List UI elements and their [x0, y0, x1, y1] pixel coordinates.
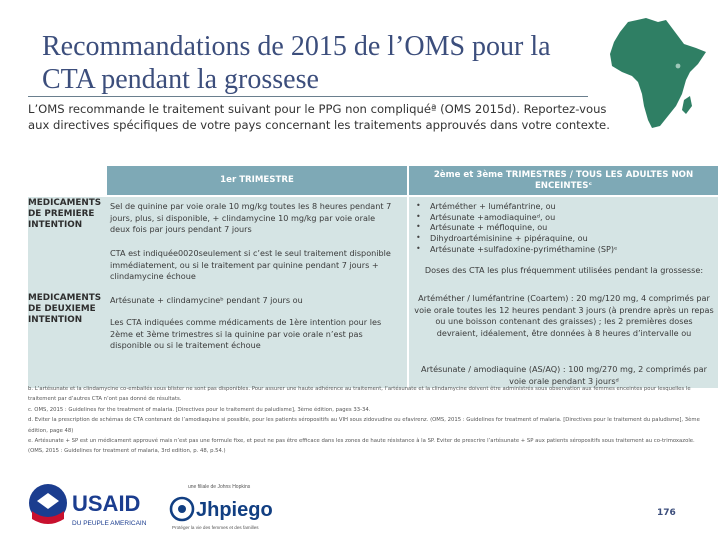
africa-map-icon [606, 14, 712, 132]
usaid-tagline: DU PEUPLE AMERICAIN [72, 520, 147, 527]
footnote-c: c. OMS, 2015 : Guidelines for the treatment of malaria. [Directives pour le traitement du paludisme], 3ème édition, pages 33-34. [28, 406, 371, 413]
title-divider [28, 96, 588, 97]
jhpiego-wordmark: Jhpiego [196, 499, 273, 521]
dose-coartem-text: Artéméther / luméfantrine (Coartem) : 20 mg/120 mg, 4 comprimés par voie orale toutes les 12 heures pendant 3 jours (à prendre après un repas ou une boisson contenant des graisses) ; les 2 premières doses devraient, idéalement, être données à 8 heures d’intervalle ou [414, 293, 714, 339]
footnote-e: e. Artésunate + SP est un médicament approuvé mais n’est pas une formule fixe, et peut ne pas être efficace dans les zones de haute résistance à la SP. Eviter de prescrire l’artésunate + SP aux patients séropositifs sous traitement au co-trimoxazole. (OMS, 2015 : Guidelines for treatment of malaria, 3rd edition, p. 48, p.54.) [28, 438, 695, 455]
page-number: 176 [657, 508, 676, 518]
header-second-third-trimester: 2ème et 3ème TRIMESTRES / TOUS LES ADULTES NON ENCEINTESᶜ [409, 166, 718, 195]
usaid-logo [28, 481, 152, 531]
list-item: • Artésunate +sulfadoxine-pyriméthamine (SP)ᵉ [414, 244, 714, 255]
usaid-wordmark: USAID [72, 491, 141, 516]
second-line-artesunate-text: Artésunate + clindamycineᵇ pendant 7 jours ou [110, 295, 303, 305]
jhpiego-tagline: Protéger la vie des femmes et des familles [172, 525, 259, 530]
footnote-b: b. L’artésunate et la clindamycine co-emballés sous blister ne sont pas disponibles. Pour assurer une haute adhérence au traitement, l’artésunate et la clindamycine doivent être administrés sous observation aux femmes enceintes pour lesquelles le traitement par d’autres CTA n’ont pas donné de résultats. [28, 386, 691, 403]
footnotes [28, 384, 712, 457]
footnote-d: d. Eviter la prescription de schémas de CTA contenant de l’amodiaquine si possible, pour les patients séropositifs au VIH sous zidovudine ou efavirenz. (OMS, 2015 : Guidelines for treatment of malaria. [Directives pour le traitement du paludisme], 3ème édition, page 48) [28, 417, 700, 434]
list-item: • Artésunate +amodiaquineᵈ, ou [414, 212, 714, 223]
jhpiego-logo [168, 481, 278, 531]
list-item: • Dihydroartémisinine + pipéraquine, ou [414, 233, 714, 244]
list-item: • Artéméther + luméfantrine, ou [414, 201, 714, 212]
common-doses-heading: Doses des CTA les plus fréquemment utilisées pendant la grossesse: [424, 265, 704, 275]
first-line-quinine-text: Sel de quinine par voie orale 10 mg/kg toutes les 8 heures pendant 7 jours, plus, si disponible, + clindamycine 10 mg/kg par voie orale deux fois par jours pendant 7 jours [110, 201, 392, 235]
jhpiego-affiliation: une filiale de Johns Hopkins [188, 484, 251, 490]
act-options-list [414, 201, 714, 255]
dose-asaq-text: Artésunate / amodiaquine (AS/AQ) : 100 mg/270 mg, 2 comprimés par voie orale pendant 3 joursᵈ [421, 364, 707, 386]
row-label-second-line: MEDICAMENTS DE DEUXIEME INTENTION [28, 293, 102, 325]
page-title: Recommandations de 2015 de l’OMS pour la CTA pendant la grossese [42, 31, 551, 95]
row-label-first-line: MEDICAMENTS DE PREMIERE INTENTION [28, 198, 102, 230]
intro-paragraph: L’OMS recommande le traitement suivant pour le PPG non compliquéª (OMS 2015d). Reportez-vous aux directives spécifiques de votre pays concernant les traitements approuvés dans votre contexte. [28, 102, 610, 132]
treatment-table [28, 166, 718, 388]
second-line-cta-note: Les CTA indiquées comme médicaments de 1ère intention pour les 2ème et 3ème trimestres si la quinine par voie orale n’est pas disponible ou si le traitement échoue [110, 317, 382, 351]
header-first-trimester: 1er TRIMESTRE [107, 166, 407, 195]
first-line-cta-note: CTA est indiquée0020seulement si c’est le seul traitement disponible immédiatement, ou si le traitement par quinine pendant 7 jours + clindamycine échoue [110, 248, 391, 282]
list-item: • Artésunate + méfloquine, ou [414, 222, 714, 233]
